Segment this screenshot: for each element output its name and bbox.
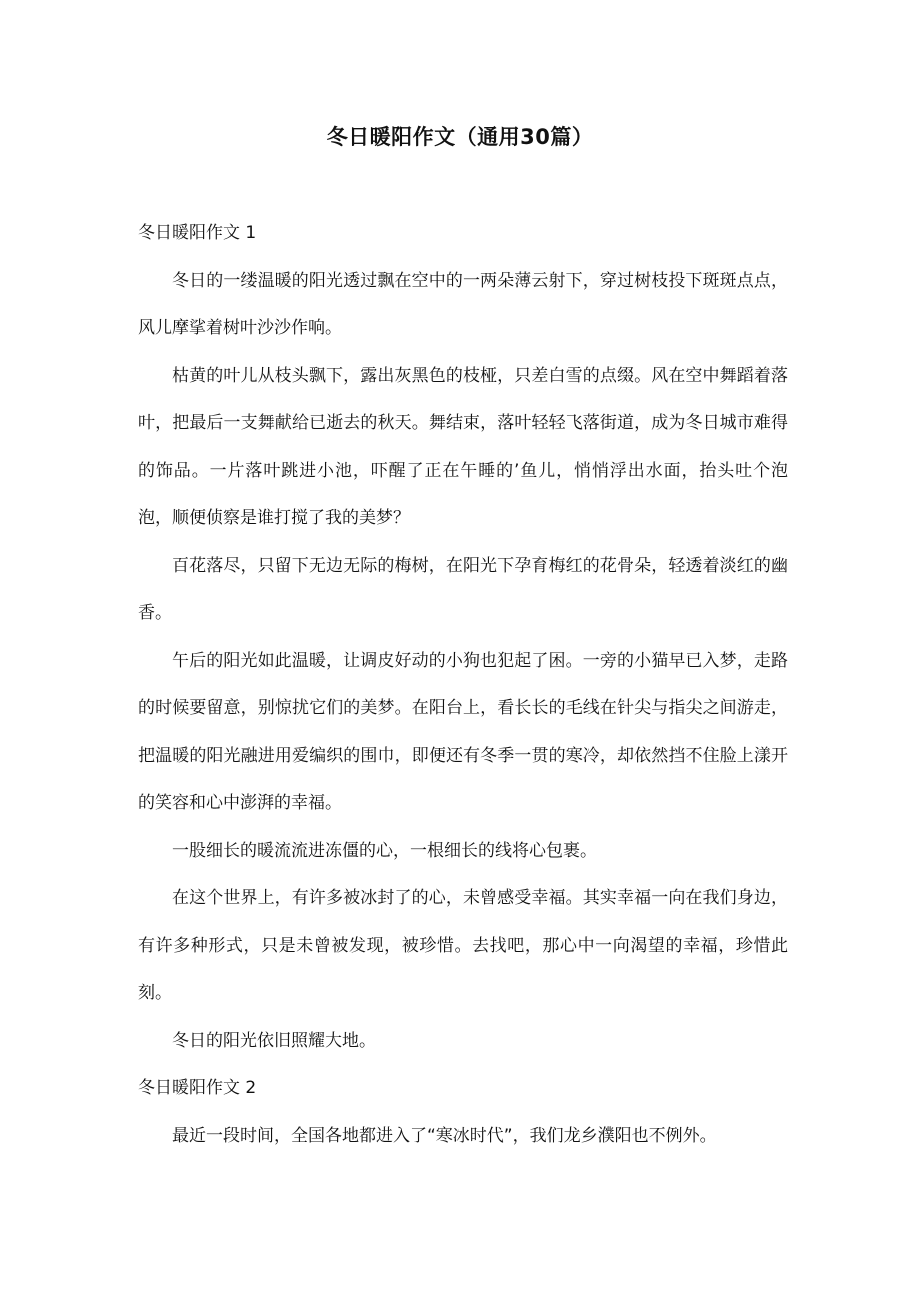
paragraph: 冬日的阳光依旧照耀大地。	[172, 1030, 376, 1051]
section-heading: 冬日暖阳作文 1	[138, 223, 257, 243]
paragraph: 枯黄的叶儿从枝头飘下，露出灰黑色的枝桠，只差白雪的点缀。风在空中舞蹈着落叶，把最后一支舞献给已逝去的秋天。舞结束，落叶轻轻飞落街道，成为冬日城市难得的饰品。一片落叶跳进小池，吓醒了正在午睡的’鱼儿，悄悄浮出水面，抬头吐个泡泡，顺便侦察是谁打搅了我的美梦？	[138, 365, 788, 528]
paragraph: 冬日的一缕温暖的阳光透过飘在空中的一两朵薄云射下，穿过树枝投下斑斑点点，风儿摩挲着树叶沙沙作响。	[138, 270, 788, 338]
paragraph: 一股细长的暖流流进冻僵的心，一根细长的线将心包裹。	[172, 840, 597, 861]
document-title: 冬日暖阳作文（通用30篇）	[326, 125, 594, 149]
paragraph: 在这个世界上，有许多被冰封了的心，未曾感受幸福。其实幸福一向在我们身边，有许多种形式，只是未曾被发现，被珍惜。去找吧，那心中一向渴望的幸福，珍惜此刻。	[138, 888, 788, 1003]
paragraph: 午后的阳光如此温暖，让调皮好动的小狗也犯起了困。一旁的小猫早已入梦，走路的时候要留意，别惊扰它们的美梦。在阳台上，看长长的毛线在针尖与指尖之间游走，把温暖的阳光融进用爱编织的围巾，即便还有冬季一贯的寒冷，却依然挡不住脸上漾开的笑容和心中澎湃的幸福。	[138, 650, 788, 813]
paragraph: 百花落尽，只留下无边无际的梅树，在阳光下孕育梅红的花骨朵，轻透着淡红的幽香。	[138, 555, 788, 623]
section-heading: 冬日暖阳作文 2	[138, 1078, 257, 1098]
paragraph: 最近一段时间，全国各地都进入了“寒冰时代”，我们龙乡濮阳也不例外。	[172, 1125, 717, 1146]
document-body	[138, 210, 788, 1160]
